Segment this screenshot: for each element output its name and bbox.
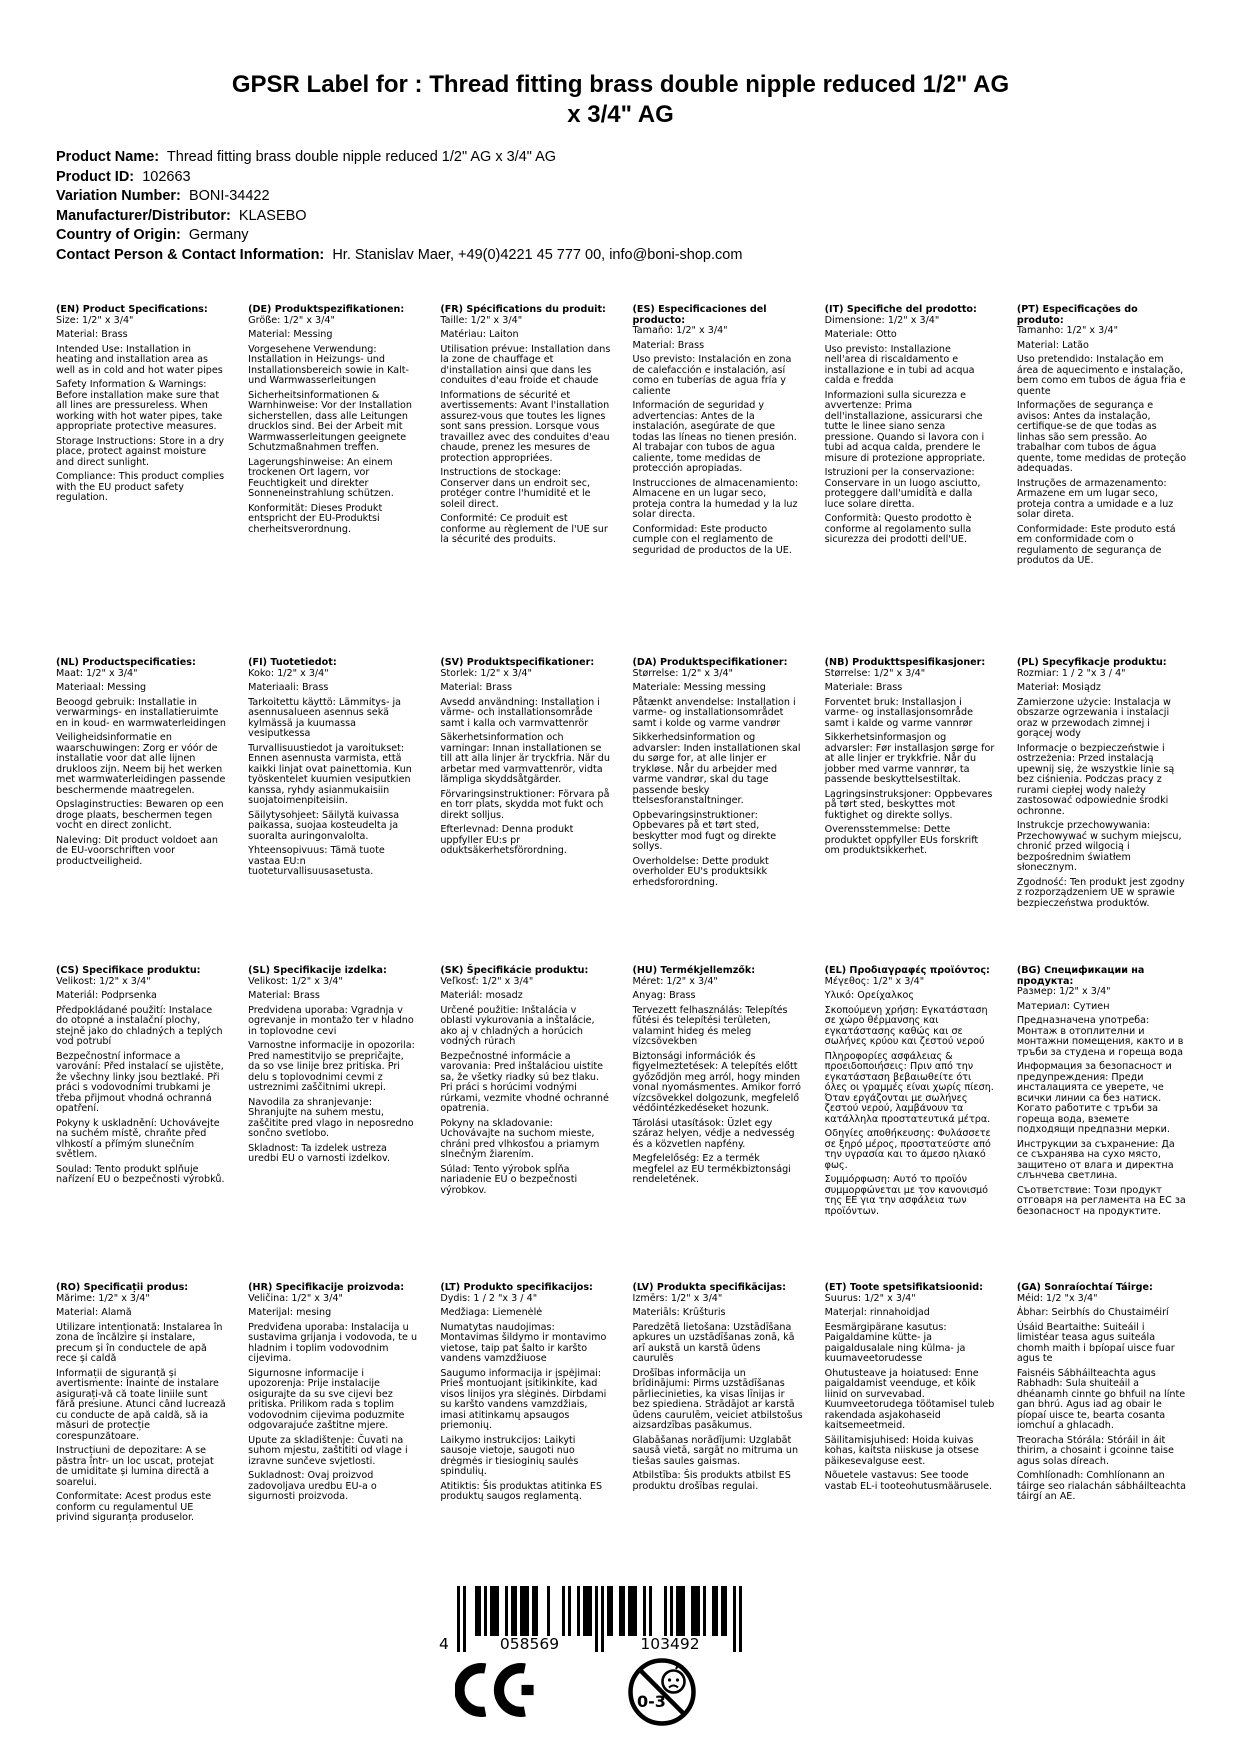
spec-paragraph: Material: Brass [440,682,512,693]
spec-paragraph: Съответствие: Този продукт отговаря на регламента на ЕС за безопасност на продуктите. [1016,1184,1186,1217]
spec-block-en [56,305,234,658]
spec-heading: (BG) Спецификации на продукта: [1016,965,1145,987]
spec-paragraph: Conformidade: Este produto está em conformidade com o regulamento de segurança de produtos da UE. [1016,523,1176,566]
spec-paragraph: Instrucciones de almacenamiento: Almacene en un lugar seco, proteja contra la humedad y la luz solar directa. [632,477,799,520]
spec-block-sl [248,966,426,1283]
spec-paragraph: Předpokládané použití: Instalace do otopné a instalační plochy, stejně jako do chladných a teplých vod potrubí [56,1004,223,1047]
spec-paragraph: Suurus: 1/2" x 3/4" [824,1292,916,1304]
spec-block-hu [633,966,811,1283]
spec-paragraph: Skladnost: Ta izdelek ustreza uredbi EU o varnosti izdelkov. [248,1142,391,1164]
spec-paragraph: Materiāls: Krūšturis [632,1307,726,1318]
barcode-right-digits: 103492 [640,1635,700,1653]
spec-heading: (CS) Specifikace produktu: [56,965,201,976]
spec-heading: (NB) Produkttspesifikasjoner: [824,657,986,668]
info-label: Country of Origin: [56,227,181,243]
spec-heading: (EL) Προδιαγραφές προϊόντος: [824,965,990,976]
spec-paragraph: Συμμόρφωση: Αυτό το προϊόν συμμορφώνεται με τον κανονισμό της ΕΕ για την ασφάλεια των προϊόντων. [824,1174,989,1217]
spec-paragraph: Anyag: Brass [632,990,696,1001]
spec-paragraph: Izmērs: 1/2" x 3/4" [632,1292,723,1304]
spec-heading: (NL) Productspecificaties: [56,657,196,668]
spec-paragraph: Предназначена употреба: Монтаж в отоплителни и монтажни помещения, както и в тръби за студена и гореща вода [1016,1015,1184,1058]
spec-paragraph: Drošības informācija un brīdinājumi: Pirms uzstādīšanas pārliecinieties, ka visas līnijas ir bez spiediena. Strādājot ar karstā ūdens caurulēm, veiciet atbilstošus aizsardzības pasākumus. [632,1367,803,1431]
spec-paragraph: Размер: 1/2" x 3/4" [1016,986,1111,997]
spec-paragraph: Súlad: Tento výrobok spĺňa nariadenie EÚ o bezpečnosti výrobkov. [440,1163,578,1196]
spec-paragraph: Taille: 1/2" x 3/4" [440,314,523,326]
spec-block-lt [440,1283,618,1524]
info-label: Product ID: [56,168,135,185]
spec-paragraph: Koko: 1/2" x 3/4" [248,667,329,679]
spec-paragraph: Forventet bruk: Installasjon i varme- og installasjonsområde samt i kalde og varme vannrør [824,696,973,729]
spec-paragraph: Méret: 1/2" x 3/4" [632,975,718,987]
baby-frown [669,1686,678,1688]
spec-paragraph: Lagerungshinweise: An einem trockenen Ort lagern, vor Feuchtigkeit und direkter Sonneneinstrahlung schützen. [248,456,394,499]
spec-paragraph: Informații de siguranță și avertismente: Înainte de instalare asigurați-vă că toate liniile sunt fără presiune. Atunci când lucrează cu conducte de apă caldă, să ia măsuri de protecție corespunzătoare. [56,1367,226,1442]
spec-paragraph: Efterlevnad: Denna produkt uppfyller EU:s pr oduktsäkerhetsförordning. [440,824,574,856]
info-value: Thread fitting brass double nipple reduced 1/2" AG x 3/4" AG [159,149,557,165]
baby-eye-left [668,1678,671,1681]
spec-paragraph: Zamierzone użycie: Instalacja w obszarze ogrzewania i instalacji oraz w przewodach zimnej i gorącej wody [1016,696,1171,739]
spec-paragraph: Utilizare intenționată: Instalarea în zona de încălzire și instalare, precum și în conductele de apă rece și caldă [56,1321,223,1364]
spec-paragraph: Säilytysohjeet: Säilytä kuivassa paikassa, suojaa kosteudelta ja suoralta auringonvalolta. [248,809,400,842]
spec-block-cs [56,966,234,1283]
spec-block-lv [633,1283,811,1524]
spec-paragraph: Mărime: 1/2" x 3/4" [56,1292,150,1304]
spec-paragraph: Size: 1/2" x 3/4" [56,314,134,326]
spec-paragraph: Konformität: Dieses Produkt entspricht der EU-Produktsi cherheitsverordnung. [248,502,383,535]
spec-paragraph: Sukladnost: Ovaj proizvod zadovoljava uredbu EU-a o sigurnosti proizvoda. [248,1470,377,1502]
page-title [0,0,1241,130]
spec-block-fi [248,658,426,966]
spec-heading: (RO) Specificații produs: [56,1282,189,1293]
spec-heading: (ES) Especificaciones del producto: [632,304,767,326]
spec-paragraph: Materjal: rinnahoidjad [824,1307,930,1318]
info-label: Contact Person & Contact Information: [56,246,325,263]
spec-paragraph: Instruções de armazenamento: Armazene em um lugar seco, proteja contra a umidade e a luz solar direta. [1016,477,1174,520]
spec-block-el [825,966,1003,1283]
spec-paragraph: Материал: Сутиен [1016,1000,1110,1012]
spec-paragraph: Förvaringsinstruktioner: Förvara på en torr plats, skydda mot fukt och direkt solljus. [440,788,610,821]
product-info-row [56,168,1241,188]
spec-block-sv [440,658,618,966]
spec-block-de [248,305,426,658]
spec-paragraph: Materiał: Mosiądz [1016,682,1101,693]
spec-paragraph: Úsáid Beartaithe: Suiteáil i limistéar teasa agus suiteála chomh maith i bpíopaí uisce fuar agus te [1016,1321,1175,1364]
spec-paragraph: Materiale: Otto [824,329,897,340]
spec-paragraph: Avsedd användning: Installation i värme- och installationsområde samt i kalla och varmvattenrör [440,696,600,729]
spec-paragraph: Opbevaringsinstruktioner: Opbevares på et tørt sted, beskytter mod fugt og direkte sollys. [632,809,777,852]
spec-paragraph: Materiál: Podprsenka [56,990,157,1001]
spec-paragraph: Comhlíonadh: Comhlíonann an táirge seo rialachán sábháilteachta táirgí an AE. [1016,1470,1186,1502]
spec-paragraph: Určené použitie: Inštalácia v oblasti vykurovania a inštalácie, ako aj v chladných a horúcich vodných rúrach [440,1004,595,1047]
spec-block-bg [1017,966,1195,1283]
spec-paragraph: Größe: 1/2" x 3/4" [248,314,335,326]
spec-paragraph: Glabāšanas norādījumi: Uzglabāt sausā vietā, sargāt no mitruma un tiešas saules gaismas. [632,1434,799,1467]
spec-paragraph: Säilitamisjuhised: Hoida kuivas kohas, kaitsta niiskuse ja otsese päikesevalguse eest. [824,1434,979,1467]
spec-heading: (EN) Product Specifications: [56,304,208,315]
info-value: BONI-34422 [180,188,270,204]
spec-paragraph: Utilisation prévue: Installation dans la zone de chauffage et d'installation ainsi que dans les conduites d'eau froide et chaude [440,343,611,386]
spec-paragraph: Materiale: Brass [824,682,903,693]
age-warning-0-3-icon [626,1656,698,1728]
spec-paragraph: Πληροφορίες ασφάλειας & προειδοποιήσεις: Πριν από την εγκατάσταση βεβαιωθείτε ότι όλες οι γραμμές είναι χωρίς πίεση. Όταν εργάζονται με σωλήνες ζεστού νερού, λαμβάνουν τα κατάλληλα προστατευτικά μέτρα. [824,1050,994,1125]
spec-paragraph: Ábhar: Seirbhís do Chustaiméirí [1016,1307,1169,1318]
spec-paragraph: Predvidena uporaba: Vgradnja v ogrevanje in montažo ter v hladno in toplovodne cevi [248,1004,414,1037]
spec-block-hr [248,1283,426,1524]
spec-paragraph: Sikkerhetsinformasjon og advarsler: Før installasjon sørge for at alle linjer er trykkfrie. Når du jobber med varme vannrør, ta passende beskyttelsestiltak. [824,732,995,785]
spec-paragraph: Megfelelőség: Ez a termék megfelel az EU termékbiztonsági rendeletének. [632,1153,791,1185]
spec-paragraph: Materijal: mesing [248,1307,332,1318]
spec-paragraph: Intended Use: Installation in heating and installation area as well as in cold and hot water pipes [56,343,223,376]
product-info-row [56,246,1241,266]
spec-heading: (PL) Specyfikacje produktu: [1016,657,1167,668]
spec-paragraph: Säkerhetsinformation och varningar: Innan installationen se till att alla linjer är tryckfria. När du arbetar med varmvattenrör, vidta lämpliga skyddsåtgärder. [440,732,610,785]
info-label: Product Name: [56,149,160,165]
spec-paragraph: Conformidad: Este producto cumple con el reglamento de seguridad de productos de la UE. [632,523,792,556]
spec-paragraph: Υλικό: Ορείχαλκος [824,990,915,1001]
spec-paragraph: Faisnéis Sábháilteachta agus Rabhadh: Sula shuiteáil a dhéanamh cinnte go bhfuil na línte gan bhrú. Agus iad ag obair le píopaí uisce te, bearta cosanta iomchuí a ghlacadh. [1016,1367,1186,1431]
spec-paragraph: Material: Brass [248,990,320,1001]
spec-paragraph: Størrelse: 1/2" x 3/4" [632,667,733,679]
spec-block-da [633,658,811,966]
spec-paragraph: Eesmärgipärane kasutus: Paigaldamine kütte- ja paigaldusalale ning külma- ja kuumaveetorudesse [824,1321,966,1364]
spec-paragraph: Compliance: This product complies with the EU product safety regulation. [56,471,225,503]
spec-heading: (SL) Specifikacije izdelka: [248,965,387,976]
spec-paragraph: Paredzētā lietošana: Uzstādīšana apkures un uzstādīšanas zonā, kā arī aukstā un karstā ūdens caurulēs [632,1321,795,1364]
spec-paragraph: Tarkoitettu käyttö: Lämmitys- ja asennusalueen asennus sekä kylmässä ja kuumassa vesiputkessa [248,696,402,739]
spec-paragraph: Conformité: Ce produit est conforme au règlement de l'UE sur la sécurité des produits. [440,513,608,545]
spec-paragraph: Οδηγίες αποθήκευσης: Φυλάσσετε σε ξηρό μέρος, προστατεύστε από την υγρασία και το άμεσο ηλιακό φως. [824,1128,991,1171]
spec-paragraph: Dydis: 1 / 2 "x 3 / 4" [440,1292,538,1304]
spec-paragraph: Material: Brass [56,329,128,340]
info-value: Hr. Stanislav Maer, +49(0)4221 45 777 00, info@boni-shop.com [324,246,743,263]
baby-eye-right [676,1678,679,1681]
product-info [56,148,1241,265]
spec-heading: (SV) Produktspecifikationer: [440,657,595,668]
spec-heading: (LV) Produkta specifikācijas: [632,1282,786,1293]
spec-paragraph: Dimensione: 1/2" x 3/4" [824,314,940,326]
spec-block-nl [56,658,234,966]
spec-paragraph: Sikkerhedsinformation og advarsler: Inden installationen skal du sørge for, at alle linjer er trykløse. Når du arbejder med varme vandrør, skal du tage passende besky ttelsesforanstaltninger. [632,732,801,806]
barcode-first-digit: 4 [439,1635,449,1653]
spec-paragraph: Informazioni sulla sicurezza e avvertenze: Prima dell'installazione, assicurarsi che tutte le linee siano senza pressione. Quando si lavora con i tubi ad acqua calda, prendere le misure di protezione appropriate. [824,389,986,464]
spec-block-ro [56,1283,234,1524]
spec-paragraph: Material: Brass [632,339,705,351]
spec-paragraph: Uso pretendido: Instalação em área de aquecimento e instalação, bem como em tubos de água fria e quente [1016,354,1186,397]
spec-heading: (IT) Specifiche del prodotto: [824,304,977,315]
spec-paragraph: Treoracha Stórála: Stóráil in áit thirim, a chosaint i gcoinne taise agus solas díreach. [1016,1434,1174,1467]
spec-paragraph: Biztonsági információk és figyelmeztetések: A telepítés előtt győződjön meg arról, hogy minden vonal nyomásmentes. Amikor forró vízcsövekkel dolgozunk, megfelelő védőintézkedéseket hozunk. [632,1050,801,1114]
spec-paragraph: Matériau: Laiton [440,329,519,340]
spec-paragraph: Méid: 1/2 "x 3/4" [1016,1292,1098,1304]
spec-block-nb [825,658,1003,966]
spec-paragraph: Påtænkt anvendelse: Installation i varme- og installationsområdet samt i kolde og varme vandrør [632,696,796,729]
spec-paragraph: Bezpečnostní informace a varování: Před instalací se ujistěte, že všechny linky jsou beztlaké. Při práci s vodovodními trubkami je třeba přijmout vhodná ochranná opatření. [56,1050,224,1114]
spec-paragraph: Materiál: mosadz [440,990,523,1001]
spec-paragraph: Pokyny na skladovanie: Uchovávajte na suchom mieste, chráni pred vlhkosťou a priamym slnečným žiarením. [440,1117,600,1160]
spec-paragraph: Overensstemmelse: Dette produktet oppfyller EUs forskrift om produktsikkerhet. [824,824,979,856]
spec-heading: (HR) Specifikacije proizvoda: [248,1282,405,1293]
spec-paragraph: Opslaginstructies: Bewaren op een droge plaats, beschermen tegen vocht en direct zonlicht. [56,799,224,831]
spec-paragraph: Material: Alamă [56,1307,132,1318]
product-info-row [56,187,1241,207]
spec-paragraph: Istruzioni per la conservazione: Conservare in un luogo asciutto, proteggere dall'umidità e dalla luce solare diretta. [824,467,981,510]
product-info-row [56,226,1241,246]
spec-paragraph: Vorgesehene Verwendung: Installation in Heizungs- und Installationsbereich sowie in Kalt- und Warmwasserleitungen [248,343,410,386]
spec-grid [56,305,1195,1524]
spec-heading: (PT) Especificações do produto: [1016,304,1138,326]
spec-paragraph: Zgodność: Ten produkt jest zgodny z rozporządzeniem UE w sprawie bezpieczeństwa produktów. [1016,876,1185,909]
spec-paragraph: Инструкции за съхранение: Да се съхранява на сухо място, защитено от влага и директна слънчева светлина. [1016,1138,1175,1181]
spec-heading: (DA) Produktspecifikationer: [632,657,788,668]
spec-paragraph: Material: Messing [248,329,333,340]
spec-paragraph: Conformità: Questo prodotto è conforme al regolamento sulla sicurezza dei prodotti dell'UE. [824,513,972,545]
spec-block-pl [1017,658,1195,966]
spec-paragraph: Lagringsinstruksjoner: Oppbevares på tørt sted, beskyttes mot fuktighet og direkte sollys. [824,788,993,821]
spec-paragraph: Naleving: Dit product voldoet aan de EU-voorschriften voor productveiligheid. [56,834,218,867]
title-line-1: GPSR Label for : Thread fitting brass double nipple reduced 1/2" AG [231,71,1010,98]
spec-paragraph: Materiaal: Messing [56,682,147,693]
spec-paragraph: Μέγεθος: 1/2" x 3/4" [824,975,925,987]
spec-paragraph: Instructions de stockage: Conserver dans un endroit sec, protéger contre l'humidité et le soleil direct. [440,467,591,510]
spec-paragraph: Tamanho: 1/2" x 3/4" [1016,325,1118,336]
spec-block-ga [1017,1283,1195,1524]
spec-paragraph: Storage Instructions: Store in a dry place, protect against moisture and direct sunlight. [56,435,225,468]
spec-paragraph: Velikost: 1/2" x 3/4" [56,975,151,987]
spec-paragraph: Informations de sécurité et avertissements: Avant l'installation assurez-vous que toutes les lignes sont sans pression. Lorsque vous travaillez avec des conduites d'eau chaude, prenez les mesures de protection appropriées. [440,389,610,464]
spec-block-it [825,305,1003,658]
spec-paragraph: Saugumo informacija ir įspėjimai: Prieš montuojant įsitikinkite, kad visos linijos yra slėginės. Dirbdami su karšto vandens vamzdžiais, imasi atitinkamų apsaugos priemonių. [440,1367,607,1431]
spec-paragraph: Nõuetele vastavus: See toode vastab EL-i tooteohutusmäärusele. [824,1470,993,1492]
spec-paragraph: Bezpečnostné informácie a varovania: Pred inštaláciou uistite sa, že všetky riadky sú bez tlaku. Pri práci s horúcimi vodnými rúrkami, vezmite vhodné ochranné opatrenia. [440,1050,609,1114]
info-value: Germany [180,227,249,243]
baby-face-icon [663,1671,685,1693]
spec-paragraph: Veiligheidsinformatie en waarschuwingen: Zorg er vóór de installatie voor dat alle lijnen drukloos zijn. Neem bij het werken met warmwaterleidingen passende beschermende maatregelen. [56,732,226,796]
spec-block-es [633,305,811,658]
product-info-row [56,148,1241,168]
spec-paragraph: Predviđena uporaba: Instalacija u sustavima grijanja i vodovoda, te u hladnim i toplim vodovodnim cijevima. [248,1321,418,1364]
spec-heading: (DE) Produktspezifikationen: [248,304,405,315]
spec-paragraph: Σκοπούμενη χρήση: Εγκατάσταση σε χώρο θέρμανσης και εγκατάστασης καθώς και σε σωλήνες κρύου και ζεστού νερού [824,1004,988,1047]
spec-paragraph: Информация за безопасност и предупреждения: Преди инсталацията се уверете, че всички линии са без натиск. Когато работите с тръби за гореща вода, вземете подходящи предпазни мерки. [1016,1061,1172,1135]
spec-paragraph: Tárolási utasítások: Üzlet egy száraz helyen, védje a nedvesség és a közvetlen napfény. [632,1117,795,1150]
info-label: Manufacturer/Distributor: [56,207,231,224]
spec-heading: (SK) Špecifikácie produktu: [440,965,589,976]
spec-paragraph: Navodila za shranjevanje: Shranjujte na suhem mestu, zaščitite pred vlago in neposredno sončno svetlobo. [248,1096,414,1139]
spec-paragraph: Informacje o bezpieczeństwie i ostrzeżenia: Przed instalacją upewnij się, że wszystkie linie są bez ciśnienia. Podczas pracy z rurami ciepłej wody należy zastosować odpowiednie środki ochronne. [1016,742,1175,817]
spec-paragraph: Atitiktis: Šis produktas atitinka ES produktų saugos reglamentą. [440,1480,603,1502]
spec-block-et [825,1283,1003,1524]
spec-paragraph: Medžiaga: Liemenėlė [440,1307,543,1318]
spec-paragraph: Varnostne informacije in opozorila: Pred namestitvijo se prepričajte, da so vse linije brez pritiska. Pri delu s toplovodnimi cevmi z ustreznimi zaščitnimi ukrepi. [248,1040,415,1093]
spec-paragraph: Upute za skladištenje: Čuvati na suhom mjestu, zaštititi od vlage i izravne sunčeve svjetlosti. [248,1434,408,1467]
info-value: KLASEBO [230,207,307,224]
spec-heading: (ET) Toote spetsifikatsioonid: [824,1282,983,1293]
spec-paragraph: Sigurnosne informacije i upozorenja: Prije instalacije osigurajte da su sve cijevi bez pritiska. Prilikom rada s toplim vodovodnim cijevima poduzmite odgovarajuće zaštitne mjere. [248,1367,405,1431]
title-line-2: x 3/4" AG [567,101,674,128]
spec-paragraph: Størrelse: 1/2" x 3/4" [824,667,926,679]
spec-heading: (FI) Tuotetiedot: [248,657,337,668]
info-label: Variation Number: [56,188,181,204]
age-warning-text: 0-3 [637,1692,666,1711]
spec-heading: (GA) Sonraíochtaí Táirge: [1016,1282,1153,1293]
spec-paragraph: Numatytas naudojimas: Montavimas šildymo ir montavimo vietose, taip pat šalto ir karšto vandens vamzdžiuose [440,1321,607,1364]
spec-paragraph: Safety Information & Warnings: Before installation make sure that all lines are pressureless. When working with hot water pipes, take appropriate protective measures. [56,379,223,432]
spec-paragraph: Laikymo instrukcijos: Laikyti sausoje vietoje, saugoti nuo drėgmės ir tiesioginių saulės spindulių. [440,1434,579,1477]
spec-paragraph: Informações de segurança e avisos: Antes da instalação, certifique-se de que todas as linhas são sem pressão. Ao trabalhar com tubos de água quente, tome medidas de proteção adequadas. [1016,400,1187,474]
spec-paragraph: Uso previsto: Installazione nell'area di riscaldamento e installazione e in tubi ad acqua calda e fredda [824,343,975,386]
info-value: 102663 [134,168,191,185]
spec-paragraph: Yhteensopivuus: Tämä tuote vastaa EU:n tuoteturvallisuusasetusta. [248,845,385,877]
spec-paragraph: Material: Latão [1016,339,1089,351]
ce-marking-icon [455,1662,535,1718]
spec-paragraph: Storlek: 1/2" x 3/4" [440,667,532,679]
spec-paragraph: Veličina: 1/2" x 3/4" [248,1292,343,1304]
ean-barcode [439,1586,742,1653]
product-info-row [56,207,1241,227]
spec-block-pt [1017,305,1195,658]
spec-paragraph: Uso previsto: Instalación en zona de calefacción e instalación, así como en tuberías de agua fría y caliente [632,354,792,397]
barcode-left-digits: 058569 [499,1635,560,1653]
spec-paragraph: Atbilstība: Šis produkts atbilst ES produktu drošības regulai. [632,1470,791,1492]
spec-paragraph: Velikost: 1/2" x 3/4" [248,975,343,987]
spec-paragraph: Veľkosť: 1/2" x 3/4" [440,975,534,987]
spec-paragraph: Tervezett felhasználás: Telepítés fűtési és telepítési területen, valamint hideg és meleg vízcsövekben [632,1004,788,1047]
spec-paragraph: Pokyny k uskladnění: Uchovávejte na suchém místě, chraňte před vlhkostí a přímým slunečním světlem. [56,1117,220,1160]
spec-paragraph: Turvallisuustiedot ja varoitukset: Ennen asennusta varmista, että kaikki linjat ovat painettomia. Kun työskentelet kuumien vesiputkien kanssa, ryhdy asianmukaisiin suojatoimenpiteisiin. [248,742,412,806]
spec-paragraph: Tamaño: 1/2" x 3/4" [632,325,728,336]
spec-block-sk [440,966,618,1283]
spec-paragraph: Materiale: Messing messing [632,682,766,693]
spec-paragraph: Soulad: Tento produkt splňuje nařízení EU o bezpečnosti výrobků. [56,1163,225,1185]
spec-heading: (FR) Spécifications du produit: [440,304,606,315]
spec-paragraph: Materiaali: Brass [248,682,329,693]
spec-paragraph: Ohutusteave ja hoiatused: Enne paigaldamist veenduge, et kõik liinid on survevabad. Kuumveetorudega töötamisel tuleb rakendada asjakohaseid kaitsemeetmeid. [824,1367,995,1431]
spec-heading: (LT) Produkto specifikacijos: [440,1282,593,1293]
spec-paragraph: Rozmiar: 1 / 2 "x 3 / 4" [1016,667,1126,679]
spec-paragraph: Información de seguridad y advertencias: Antes de la instalación, asegúrate de que todas las líneas no tienen presión. Al trabajar con tubos de agua caliente, tome medidas de protección apropiadas. [632,400,797,474]
spec-paragraph: Beoogd gebruik: Installatie in verwarmings- en installatieruimte en in koud- en warmwaterleidingen [56,696,226,729]
spec-paragraph: Overholdelse: Dette produkt overholder EU's produktsikk erhedsforordning. [632,855,769,888]
spec-block-fr [440,305,618,658]
spec-paragraph: Sicherheitsinformationen & Warnhinweise: Vor der Installation sicherstellen, dass alle Leitungen drucklos sind. Bei der Arbeit mit Warmwasserleitungen geeignete Schutzmaßnahmen treffen. [248,389,412,453]
spec-paragraph: Instrucțiuni de depozitare: A se păstra într- un loc uscat, protejat de umiditate și lumina directă a soarelui. [56,1445,214,1488]
spec-paragraph: Conformitate: Acest produs este conform cu regulamentul UE privind siguranța produselor. [56,1491,212,1523]
spec-paragraph: Instrukcje przechowywania: Przechowywać w suchym miejscu, chronić przed wilgocią i bezpośrednim światłem słonecznym. [1016,820,1182,873]
spec-paragraph: Maat: 1/2" x 3/4" [56,667,138,679]
spec-heading: (HU) Termékjellemzők: [632,965,756,976]
